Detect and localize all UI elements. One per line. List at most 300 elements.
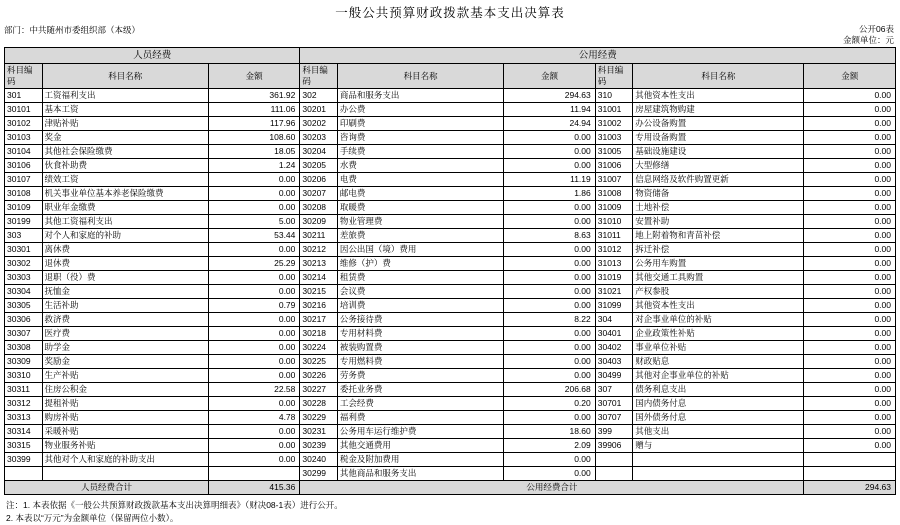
amount-cell: 0.00 [804,285,896,299]
amount-cell: 0.00 [208,425,299,439]
table-row [5,159,896,173]
name-cell: 物资储备 [633,187,804,201]
code-cell: 30307 [5,327,43,341]
code-cell: 30228 [300,397,338,411]
code-cell: 31013 [595,257,633,271]
amount-cell: 53.44 [208,229,299,243]
code-cell [595,453,633,467]
amount-cell: 0.00 [804,355,896,369]
name-cell: 电费 [337,173,503,187]
name-cell: 退职（役）费 [42,271,208,285]
table-body [5,89,896,481]
name-cell: 基础设施建设 [633,145,804,159]
name-cell: 事业单位补贴 [633,341,804,355]
name-cell: 办公设备购置 [633,117,804,131]
amount-cell: 0.00 [804,327,896,341]
amount-cell: 0.00 [804,159,896,173]
amount-cell: 8.63 [504,229,595,243]
code-cell: 30302 [5,257,43,271]
name-cell: 津贴补贴 [42,117,208,131]
amount-cell: 0.00 [208,187,299,201]
name-cell: 工资福利支出 [42,89,208,103]
header-amount-1: 金额 [208,64,299,89]
code-cell: 30214 [300,271,338,285]
amount-cell: 0.00 [804,215,896,229]
name-cell: 抚恤金 [42,285,208,299]
amount-cell: 0.00 [208,327,299,341]
name-cell: 取暖费 [337,201,503,215]
amount-cell: 0.00 [504,243,595,257]
name-cell: 差旅费 [337,229,503,243]
amount-cell: 361.92 [208,89,299,103]
amount-cell: 0.00 [804,341,896,355]
note-line-1: 注：1. 本表依据《一般公共预算财政拨款基本支出决算明细表》（财决08-1表）进行公开。 [6,500,343,511]
amount-cell: 0.00 [208,271,299,285]
code-cell: 31010 [595,215,633,229]
name-cell: 伙食补助费 [42,159,208,173]
code-cell [595,467,633,481]
table-row [5,313,896,327]
name-cell: 拆迁补偿 [633,243,804,257]
name-cell: 工会经费 [337,397,503,411]
table-row [5,439,896,453]
code-cell: 30301 [5,243,43,257]
name-cell: 专用材料费 [337,327,503,341]
name-cell: 其他工资福利支出 [42,215,208,229]
amount-cell: 0.00 [804,131,896,145]
code-cell: 30313 [5,411,43,425]
code-cell: 30104 [5,145,43,159]
column-header-row [5,64,896,89]
amount-cell: 0.00 [208,369,299,383]
group-personnel: 人员经费 [5,48,300,64]
name-cell: 其他商品和服务支出 [337,467,503,481]
code-cell: 30315 [5,439,43,453]
amount-cell: 0.00 [504,299,595,313]
code-cell: 30207 [300,187,338,201]
code-cell: 30229 [300,411,338,425]
amount-cell [208,467,299,481]
code-cell: 30499 [595,369,633,383]
table-row [5,327,896,341]
group-header-row [5,48,896,64]
name-cell: 大型修缮 [633,159,804,173]
header-code-3: 科目编 码 [595,64,633,89]
amount-cell: 0.00 [804,117,896,131]
amount-cell: 0.00 [504,369,595,383]
name-cell: 其他支出 [633,425,804,439]
amount-cell: 0.00 [804,243,896,257]
totals-row [5,481,896,495]
code-cell: 30226 [300,369,338,383]
name-cell: 公务用车购置 [633,257,804,271]
code-cell: 30231 [300,425,338,439]
code-cell: 30204 [300,145,338,159]
amount-cell: 0.00 [504,257,595,271]
amount-cell: 0.00 [504,411,595,425]
code-cell: 30199 [5,215,43,229]
table-row [5,131,896,145]
amount-cell: 0.00 [208,355,299,369]
amount-cell: 294.63 [504,89,595,103]
code-cell: 31002 [595,117,633,131]
amount-cell: 22.58 [208,383,299,397]
code-cell: 31099 [595,299,633,313]
amount-cell: 18.05 [208,145,299,159]
name-cell: 其他资本性支出 [633,299,804,313]
table-row [5,117,896,131]
name-cell: 印刷费 [337,117,503,131]
code-cell: 30403 [595,355,633,369]
name-cell [633,453,804,467]
code-cell: 30401 [595,327,633,341]
code-cell: 30102 [5,117,43,131]
name-cell: 其他对个人和家庭的补助支出 [42,453,208,467]
amount-cell: 0.00 [804,103,896,117]
amount-cell: 0.00 [504,467,595,481]
code-cell: 30239 [300,439,338,453]
code-cell: 30227 [300,383,338,397]
code-cell: 30103 [5,131,43,145]
code-cell: 39906 [595,439,633,453]
code-cell: 30306 [5,313,43,327]
code-cell: 307 [595,383,633,397]
name-cell: 奖励金 [42,355,208,369]
name-cell: 债务利息支出 [633,383,804,397]
amount-cell: 0.00 [804,201,896,215]
name-cell: 机关事业单位基本养老保险缴费 [42,187,208,201]
name-cell: 产权参股 [633,285,804,299]
name-cell: 租赁费 [337,271,503,285]
amount-cell: 11.94 [504,103,595,117]
amount-cell: 0.00 [804,299,896,313]
amount-cell: 0.00 [804,187,896,201]
amount-cell: 1.86 [504,187,595,201]
table-row [5,369,896,383]
name-cell: 房屋建筑物购建 [633,103,804,117]
code-cell: 31003 [595,131,633,145]
name-cell: 劳务费 [337,369,503,383]
name-cell: 办公费 [337,103,503,117]
name-cell: 奖金 [42,131,208,145]
amount-cell: 0.00 [208,173,299,187]
amount-cell: 108.60 [208,131,299,145]
amount-cell: 0.20 [504,397,595,411]
amount-cell: 0.00 [208,313,299,327]
name-cell: 职业年金缴费 [42,201,208,215]
name-cell [633,467,804,481]
name-cell: 维修（护）费 [337,257,503,271]
amount-cell: 18.60 [504,425,595,439]
code-cell: 30109 [5,201,43,215]
table-row [5,341,896,355]
amount-cell: 206.68 [504,383,595,397]
code-cell: 30303 [5,271,43,285]
name-cell: 土地补偿 [633,201,804,215]
amount-cell: 0.00 [208,341,299,355]
code-cell: 30225 [300,355,338,369]
code-cell: 31005 [595,145,633,159]
name-cell: 培训费 [337,299,503,313]
amount-cell: 0.00 [804,383,896,397]
amount-cell: 0.00 [208,285,299,299]
name-cell: 医疗费 [42,327,208,341]
name-cell: 绩效工资 [42,173,208,187]
name-cell: 住房公积金 [42,383,208,397]
header-name-1: 科目名称 [42,64,208,89]
amount-cell: 0.00 [804,439,896,453]
personnel-total-value: 415.36 [208,481,299,495]
name-cell: 专用燃料费 [337,355,503,369]
code-cell: 30701 [595,397,633,411]
code-cell: 30309 [5,355,43,369]
table-row [5,467,896,481]
code-cell: 30218 [300,327,338,341]
table-row [5,299,896,313]
code-cell: 310 [595,89,633,103]
table-row [5,453,896,467]
code-cell: 399 [595,425,633,439]
name-cell: 对企事业单位的补贴 [633,313,804,327]
table-row [5,397,896,411]
name-cell: 委托业务费 [337,383,503,397]
amount-cell: 0.00 [804,397,896,411]
code-cell: 30211 [300,229,338,243]
name-cell: 财政贴息 [633,355,804,369]
code-cell: 31012 [595,243,633,257]
group-public: 公用经费 [300,48,896,64]
header-name-2: 科目名称 [337,64,503,89]
code-cell: 30212 [300,243,338,257]
name-cell: 公务接待费 [337,313,503,327]
code-cell: 30240 [300,453,338,467]
meta-right [843,24,894,45]
code-cell: 30213 [300,257,338,271]
code-cell: 30314 [5,425,43,439]
name-cell: 公务用车运行维护费 [337,425,503,439]
amount-cell: 0.00 [804,425,896,439]
code-cell: 30310 [5,369,43,383]
table-row [5,201,896,215]
amount-cell: 25.29 [208,257,299,271]
amount-cell: 0.00 [208,243,299,257]
header-amount-3: 金额 [804,64,896,89]
table-row [5,145,896,159]
code-cell: 30202 [300,117,338,131]
code-cell: 30201 [300,103,338,117]
code-cell: 30108 [5,187,43,201]
code-cell: 31001 [595,103,633,117]
amount-cell: 0.00 [804,89,896,103]
name-cell: 购房补贴 [42,411,208,425]
code-cell: 30299 [300,467,338,481]
table-row [5,355,896,369]
name-cell: 企业政策性补贴 [633,327,804,341]
name-cell: 咨询费 [337,131,503,145]
amount-cell: 117.96 [208,117,299,131]
code-cell: 31009 [595,201,633,215]
name-cell: 其他交通费用 [337,439,503,453]
name-cell: 其他交通工具购置 [633,271,804,285]
code-cell: 31021 [595,285,633,299]
amount-cell: 0.00 [504,355,595,369]
code-cell: 30208 [300,201,338,215]
amount-cell: 0.00 [504,215,595,229]
table-row [5,89,896,103]
amount-cell: 0.00 [504,145,595,159]
code-cell: 30224 [300,341,338,355]
name-cell: 商品和服务支出 [337,89,503,103]
notes-block [0,495,900,525]
name-cell: 生活补助 [42,299,208,313]
name-cell: 对个人和家庭的补助 [42,229,208,243]
amount-cell: 0.00 [504,327,595,341]
amount-cell: 0.00 [504,341,595,355]
header-amount-2: 金额 [504,64,595,89]
public-total-value: 294.63 [804,481,896,495]
name-cell: 信息网络及软件购置更新 [633,173,804,187]
name-cell: 物业管理费 [337,215,503,229]
amount-cell: 0.79 [208,299,299,313]
public-number: 公开06表 [859,24,894,34]
amount-cell: 0.00 [208,453,299,467]
table-row [5,257,896,271]
code-cell: 31019 [595,271,633,285]
code-cell: 31007 [595,173,633,187]
amount-cell: 0.00 [804,229,896,243]
note-line-2: 2. 本表以“万元”为金额单位（保留两位小数）。 [6,513,179,524]
name-cell: 被装购置费 [337,341,503,355]
code-cell: 30305 [5,299,43,313]
code-cell: 31006 [595,159,633,173]
code-cell: 30206 [300,173,338,187]
code-cell [5,467,43,481]
amount-cell: 8.22 [504,313,595,327]
amount-cell: 0.00 [804,313,896,327]
meta-row [0,21,900,45]
code-cell: 30308 [5,341,43,355]
name-cell: 赠与 [633,439,804,453]
header-code-1: 科目编 码 [5,64,43,89]
amount-cell: 0.00 [804,271,896,285]
amount-cell: 2.09 [504,439,595,453]
amount-cell: 111.06 [208,103,299,117]
table-row [5,411,896,425]
amount-cell: 0.00 [804,173,896,187]
code-cell: 30209 [300,215,338,229]
name-cell: 离休费 [42,243,208,257]
amount-cell: 0.00 [804,369,896,383]
code-cell: 304 [595,313,633,327]
code-cell: 30217 [300,313,338,327]
personnel-total-label: 人员经费合计 [5,481,209,495]
table-row [5,271,896,285]
name-cell: 安置补助 [633,215,804,229]
amount-cell: 0.00 [804,411,896,425]
name-cell: 福利费 [337,411,503,425]
budget-table [4,47,896,495]
table-row [5,285,896,299]
amount-cell: 0.00 [504,131,595,145]
name-cell: 会议费 [337,285,503,299]
name-cell: 水费 [337,159,503,173]
amount-cell: 0.00 [208,201,299,215]
code-cell: 302 [300,89,338,103]
table-row [5,187,896,201]
name-cell: 其他资本性支出 [633,89,804,103]
amount-cell: 0.00 [504,271,595,285]
name-cell: 救济费 [42,313,208,327]
name-cell: 退休费 [42,257,208,271]
name-cell [42,467,208,481]
amount-cell: 4.78 [208,411,299,425]
code-cell: 30399 [5,453,43,467]
code-cell: 30215 [300,285,338,299]
amount-cell: 24.94 [504,117,595,131]
department-label: 部门：中共随州市委组织部（本级） [4,25,141,35]
page-title: 一般公共预算财政拨款基本支出决算表 [335,6,565,20]
code-cell: 301 [5,89,43,103]
name-cell: 邮电费 [337,187,503,201]
table-row [5,243,896,257]
code-cell: 31008 [595,187,633,201]
code-cell: 30101 [5,103,43,117]
table-row [5,173,896,187]
name-cell: 其他对企事业单位的补贴 [633,369,804,383]
name-cell: 助学金 [42,341,208,355]
public-total-label: 公用经费合计 [300,481,804,495]
amount-cell: 0.00 [504,285,595,299]
code-cell: 31011 [595,229,633,243]
name-cell: 税金及附加费用 [337,453,503,467]
amount-cell: 0.00 [504,453,595,467]
header-code-2: 科目编 码 [300,64,338,89]
name-cell: 物业服务补贴 [42,439,208,453]
amount-cell: 0.00 [804,145,896,159]
code-cell: 30216 [300,299,338,313]
code-cell: 303 [5,229,43,243]
amount-cell: 11.19 [504,173,595,187]
name-cell: 基本工资 [42,103,208,117]
table-row [5,383,896,397]
header-name-3: 科目名称 [633,64,804,89]
name-cell: 专用设备购置 [633,131,804,145]
code-cell: 30312 [5,397,43,411]
amount-cell: 0.00 [804,257,896,271]
name-cell: 生产补贴 [42,369,208,383]
table-row [5,103,896,117]
amount-unit-note: 金额单位：元 [842,34,894,45]
name-cell: 采暖补贴 [42,425,208,439]
amount-cell: 1.24 [208,159,299,173]
code-cell: 30311 [5,383,43,397]
code-cell: 30107 [5,173,43,187]
code-cell: 30707 [595,411,633,425]
amount-cell [804,453,896,467]
name-cell: 地上附着物和青苗补偿 [633,229,804,243]
code-cell: 30402 [595,341,633,355]
amount-cell: 0.00 [208,439,299,453]
amount-cell: 0.00 [504,201,595,215]
name-cell: 国内债务付息 [633,397,804,411]
code-cell: 30203 [300,131,338,145]
amount-cell: 5.00 [208,215,299,229]
code-cell: 30304 [5,285,43,299]
name-cell: 其他社会保险缴费 [42,145,208,159]
table-row [5,215,896,229]
amount-cell [804,467,896,481]
amount-cell: 0.00 [504,159,595,173]
